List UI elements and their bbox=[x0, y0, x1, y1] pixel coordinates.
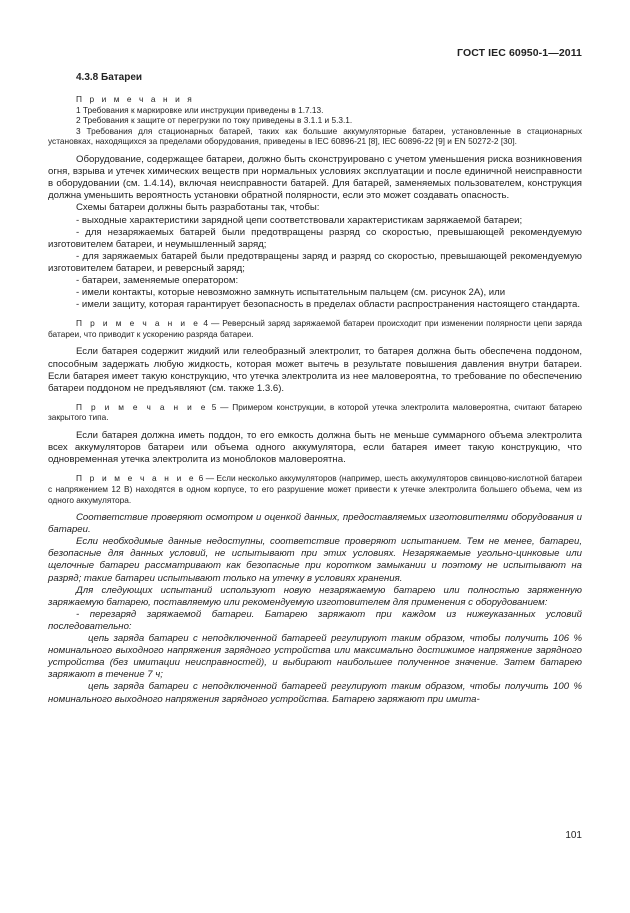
note-5-label: П р и м е ч а н и е bbox=[76, 401, 208, 412]
paragraph-tray: Если батарея должна иметь поддон, то его емкость должна быть не меньше суммарного объема электролита всех аккумуляторов батареи или объема одного аккумулятора, если батарея имеет такую конструкцию, что одновременная утечка электролита из моноблоков маловероятна. bbox=[48, 430, 582, 466]
note-4 bbox=[48, 318, 582, 339]
page-number: 101 bbox=[565, 830, 582, 841]
paragraph-equipment: Оборудование, содержащее батареи, должно быть сконструировано с учетом уменьшения риска возникновения огня, взрыва и утечек химических веществ при нормальных условиях эксплуатации и после единичной неисправности в оборудовании (см. 1.4.14), включая неисправности батарей. Для батарей, заменяемых пользователем, конструкция должна уменьшить вероятность установки обратной полярности, если это может создавать опасность. bbox=[48, 154, 582, 202]
notes-label: П р и м е ч а н и я bbox=[76, 94, 195, 105]
note-4-label: П р и м е ч а н и е bbox=[76, 318, 201, 329]
test-battery-paragraph: Для следующих испытаний используют новую незаряжаемую батарею или полностью заряженную заряжаемую батарею, поставляемую или рекомендуемую изготовителем для применения с оборудованием: bbox=[48, 584, 582, 608]
document-body bbox=[48, 72, 582, 706]
section-title: 4.3.8 Батареи bbox=[76, 72, 143, 83]
charge-circuit-106-paragraph: цепь заряда батареи с неподключенной батареей регулируют таким образом, чтобы получить 106 % номинального выходного напряжения зарядного устройства или максимально достижимое напряжение зарядного устройства (без имитации неисправностей), и выбирают наибольшее полученное значение. Затем батарею заряжают в течение 7 ч; bbox=[48, 633, 582, 681]
list-item: - имели защиту, которая гарантирует безопасность в пределах области распространения настоящего стандарта. bbox=[76, 299, 581, 311]
list-item: - выходные характеристики зарядной цепи соответствовали характеристикам заряжаемой батареи; bbox=[76, 214, 523, 226]
note-5-text: 5 — Примером конструкции, в которой утечка электролита маловероятна, считают батарею закрытого типа. bbox=[48, 401, 582, 423]
paragraph-schemes: Схемы батареи должны быть разработаны так, чтобы: bbox=[76, 202, 320, 214]
paragraph-electrolyte: Если батарея содержит жидкий или гелеобразный электролит, то батарея должна быть обеспечена поддоном, способным задержать любую жидкость, которая может вытечь в результате повышения давления внутри батареи. Если батарея имеет такую конструкцию, что утечка электролита из нее маловероятна, то требование по обеспечению батареи поддоном не предъявляют (см. также 1.3.6). bbox=[48, 346, 582, 394]
list-item: - для заряжаемых батарей были предотвращены заряд и разряд со скоростью, превышающей рекомендуемую изготовителем батареи, и реверсный заряд; bbox=[48, 250, 582, 274]
compliance-paragraph: Соответствие проверяют осмотром и оценкой данных, предоставляемых изготовителями оборудования и батареи. bbox=[48, 512, 582, 536]
document-header: ГОСТ IEC 60950-1—2011 bbox=[457, 47, 582, 59]
charge-circuit-100-paragraph: цепь заряда батареи с неподключенной батареей регулируют таким образом, чтобы получить 100 % номинального выходного напряжения зарядного устройства. Батарею заряжают при имита- bbox=[48, 681, 582, 705]
note-6-label: П р и м е ч а н и е bbox=[76, 473, 197, 484]
note-5 bbox=[48, 402, 582, 423]
note-item-3: 3 Требования для стационарных батарей, таких как большие аккумуляторные батареи, установленные в стационарных установках, находящихся за пределами оборудования, приведены в IEC 60896-21 [8], IEC 60896-22 [9] и EN 50272-2 [30]. bbox=[48, 125, 582, 147]
note-6 bbox=[48, 473, 582, 505]
note-6-text: 6 — Если несколько аккумуляторов (например, шесть аккумуляторов свинцово-кислотной батареи с напряжением 12 В) находятся в одном корпусе, то его разрушение может привести к утечке электролита большего объема, чем из одного аккумулятора. bbox=[48, 473, 582, 505]
note-item-1: 1 Требования к маркировке или инструкции приведены в 1.7.13. bbox=[76, 104, 324, 115]
overcharge-paragraph: - перезаряд заряжаемой батареи. Батарею заряжают при каждом из нижеуказанных условий последовательно: bbox=[48, 608, 582, 632]
list-item: - имели контакты, которые невозможно замкнуть испытательным пальцем (см. рисунок 2А), или bbox=[76, 287, 506, 299]
list-item: - батареи, заменяемые оператором: bbox=[76, 275, 239, 286]
note-item-2: 2 Требования к защите от перегрузки по току приведены в 3.1.1 и 5.3.1. bbox=[76, 115, 353, 126]
compliance-testing-paragraph: Если необходимые данные недоступны, соответствие проверяют испытанием. Тем не менее, батареи, безопасные для данных условий, не испытывают при этих условиях. Незаряжаемые угольно-цинковые или щелочные батареи рассматривают как безопасные при коротком замыкании и поэтому не испытывают на разряд; такие батареи испытывают только на утечку в условиях хранения. bbox=[48, 536, 582, 584]
note-4-text: 4 — Реверсный заряд заряжаемой батареи происходит при изменении полярности цепи заряда батареи, что приводит к ускорению разряда батареи. bbox=[48, 318, 582, 339]
list-item: - для незаряжаемых батарей были предотвращены разряд со скоростью, превышающей рекомендуемую изготовителем батареи, и неумышленный заряд; bbox=[48, 226, 582, 250]
